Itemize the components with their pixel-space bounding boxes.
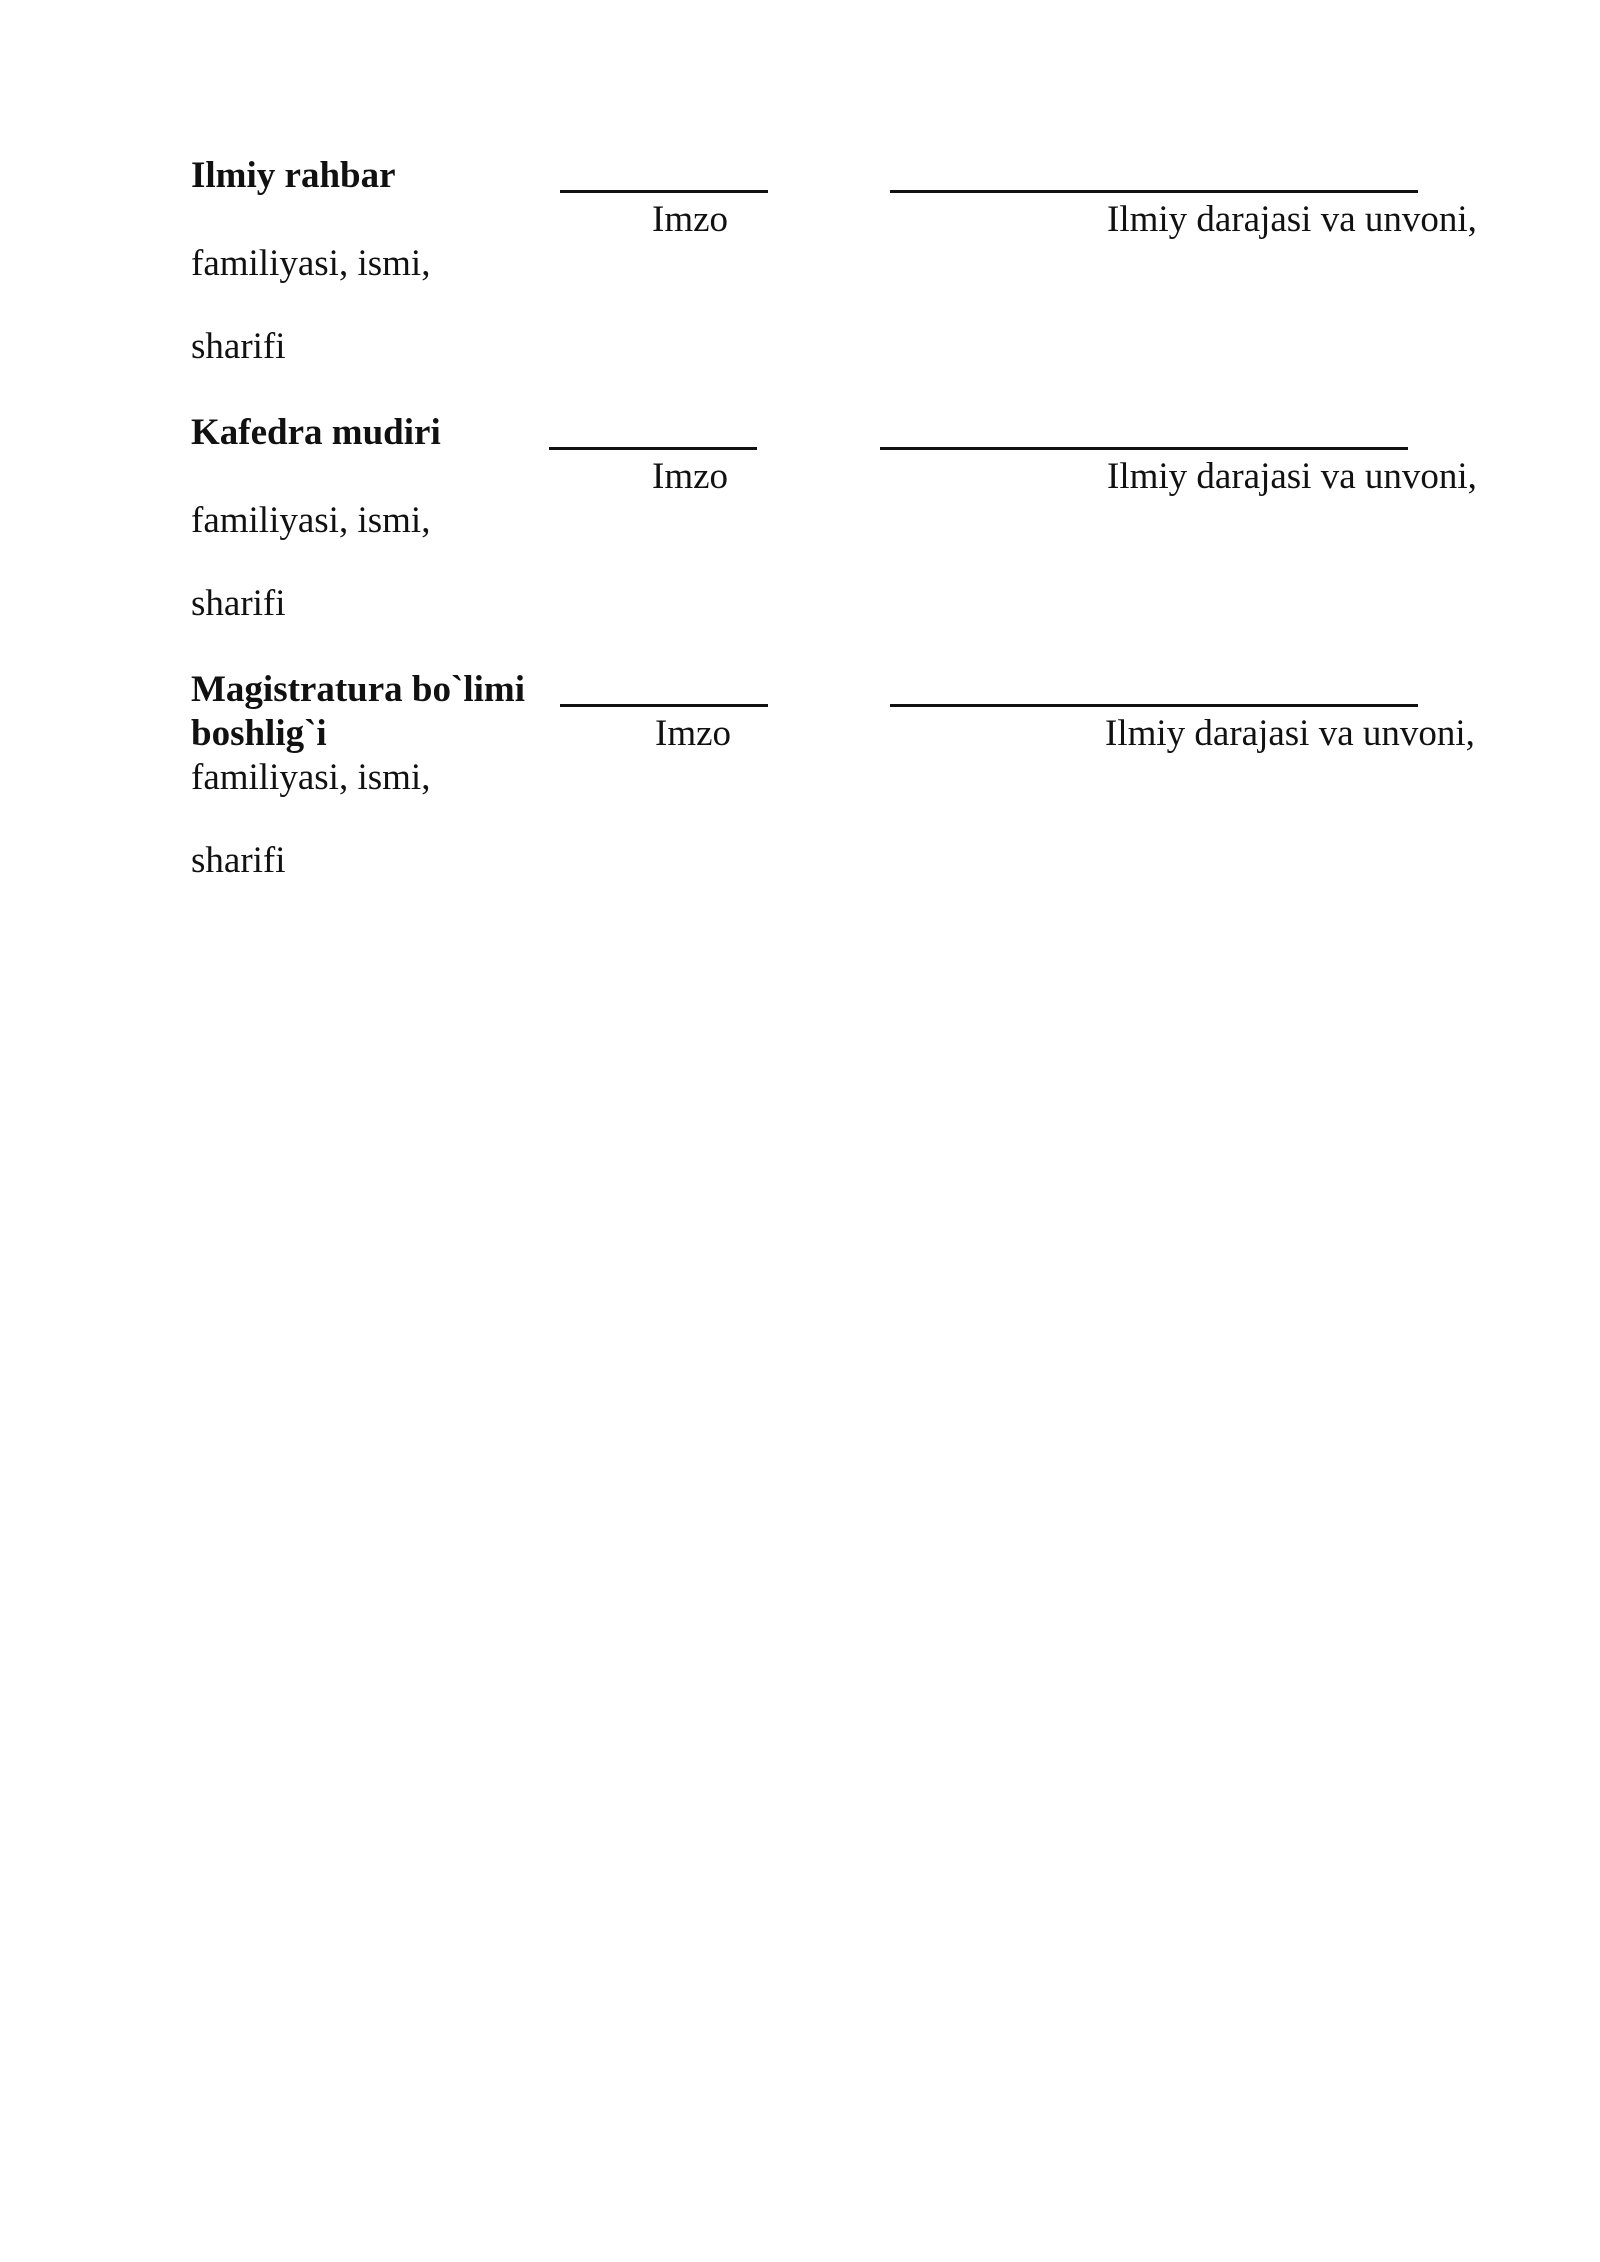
role-title: Ilmiy rahbar [191,155,396,196]
role-title: Kafedra mudiri [191,412,441,453]
signature-line [560,704,768,707]
signature-label: Imzo [655,713,732,754]
degree-label: Ilmiy darajasi va unvoni, [1107,456,1477,497]
role-title-line-1: Magistratura bo`limi [191,669,525,710]
signature-label: Imzo [652,199,729,240]
name-label: familiyasi, ismi, [191,500,431,541]
patronymic-label: sharifi [191,583,286,624]
patronymic-label: sharifi [191,840,286,881]
name-label: familiyasi, ismi, [191,757,431,798]
degree-label: Ilmiy darajasi va unvoni, [1105,713,1475,754]
degree-name-line [880,447,1408,450]
patronymic-label: sharifi [191,326,286,367]
degree-label: Ilmiy darajasi va unvoni, [1107,199,1477,240]
role-title-line-2: boshlig`i [191,713,327,754]
name-label: familiyasi, ismi, [191,243,431,284]
degree-name-line [890,190,1418,193]
signature-label: Imzo [652,456,729,497]
signature-line [560,190,768,193]
degree-name-line [890,704,1418,707]
signature-line [549,447,757,450]
